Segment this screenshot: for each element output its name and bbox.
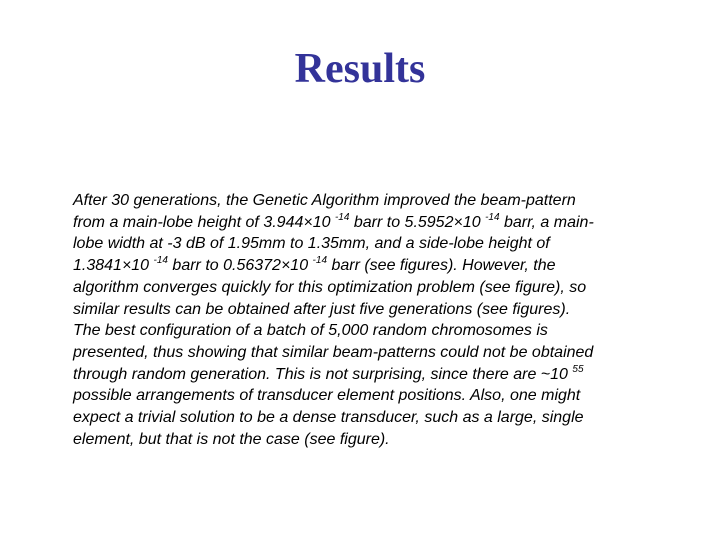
- body-line: [73, 212, 673, 234]
- body-line: [73, 429, 673, 451]
- body-text-segment: possible arrangements of transducer element positions. Also, one might: [73, 387, 581, 405]
- body-text-segment: barr, a main-: [499, 213, 594, 231]
- body-text-segment: barr to 0.56372×10: [167, 257, 313, 275]
- body-line: [73, 190, 673, 212]
- body-line: [73, 342, 673, 364]
- body-text-segment: expect a trivial solution to be a dense transducer, such as a large, single: [73, 409, 584, 427]
- slide-title: Results: [294, 46, 426, 92]
- body-line: [73, 320, 673, 342]
- slide-body-text: [73, 190, 673, 450]
- body-line: [73, 255, 673, 277]
- body-text-segment: The best configuration of a batch of 5,000 random chromosomes is: [73, 322, 548, 340]
- body-line: [73, 299, 673, 321]
- body-line: [73, 385, 673, 407]
- body-text-segment: similar results can be obtained after just five generations (see figures).: [73, 300, 571, 318]
- body-text-segment: barr to 5.5952×10: [349, 213, 486, 231]
- exponent: -14: [485, 211, 500, 223]
- body-line: [73, 233, 673, 255]
- body-text-segment: barr (see figures). However, the: [327, 257, 556, 275]
- body-text-segment: After 30 generations, the Genetic Algorithm improved the beam-pattern: [73, 192, 576, 209]
- exponent: -14: [153, 255, 168, 267]
- body-text-segment: element, but that is not the case (see figure).: [73, 430, 390, 448]
- body-text-segment: through random generation. This is not surprising, since there are ~10: [73, 365, 573, 383]
- exponent: -14: [312, 255, 327, 267]
- exponent: -14: [334, 211, 350, 223]
- body-line: [73, 364, 673, 386]
- body-text-segment: algorithm converges quickly for this optimization problem (see figure), so: [73, 278, 587, 296]
- body-text-segment: lobe width at -3 dB of 1.95mm to 1.35mm, and a side-lobe height of: [73, 235, 550, 253]
- body-line: [73, 407, 673, 429]
- body-text-segment: presented, thus showing that similar beam-patterns could not be obtained: [73, 343, 594, 361]
- exponent: 55: [572, 363, 584, 375]
- body-text-segment: from a main-lobe height of 3.944×10: [73, 213, 335, 231]
- body-line: [73, 277, 673, 299]
- body-text-segment: 1.3841×10: [73, 257, 154, 275]
